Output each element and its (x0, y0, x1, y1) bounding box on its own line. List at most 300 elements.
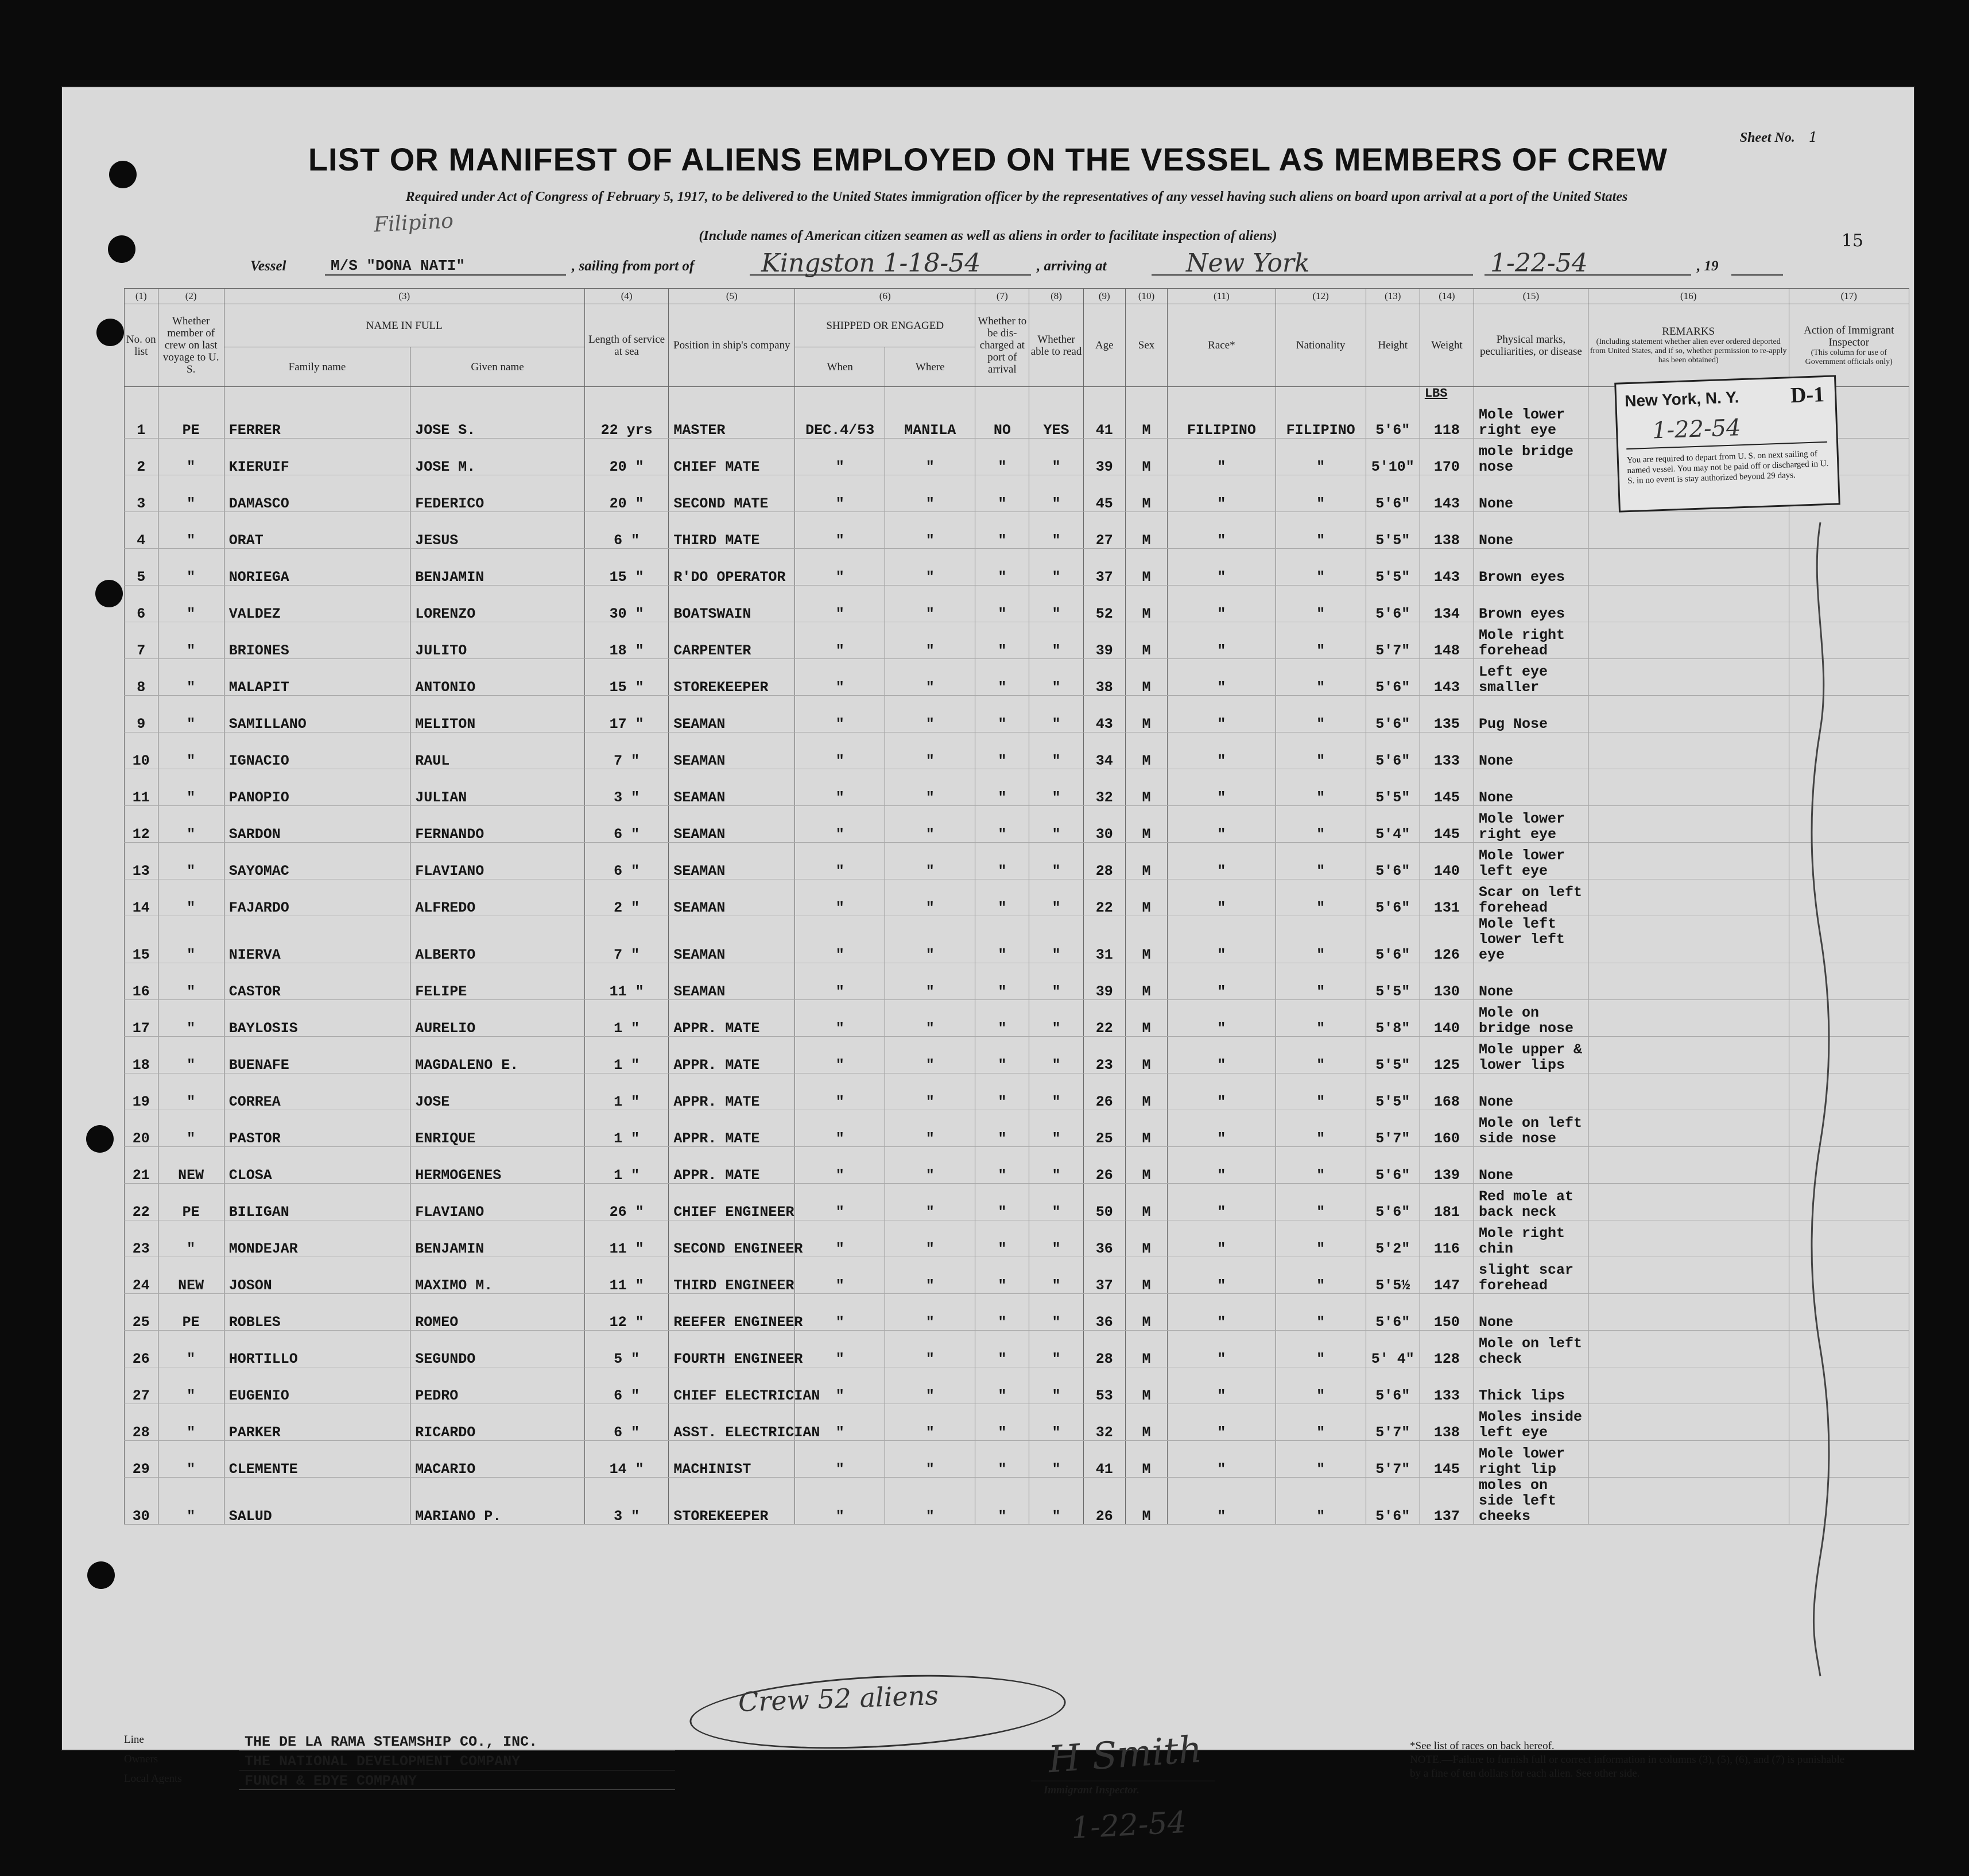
cell-position: SEAMAN (669, 916, 795, 963)
cell-row-number: 5 (125, 549, 158, 586)
cell-discharged: " (975, 732, 1029, 769)
cell-length-of-service: 11 " (584, 1220, 669, 1257)
cell-height: 5'6" (1366, 1367, 1420, 1404)
col-age: Age (1083, 304, 1125, 387)
cell-nationality: " (1276, 1184, 1366, 1220)
cell-race: " (1168, 512, 1276, 549)
cell-sex: M (1125, 1037, 1167, 1073)
col-sex: Sex (1125, 304, 1167, 387)
cell-previous-voyage: " (158, 916, 224, 963)
cell-sex: M (1125, 1294, 1167, 1331)
cell-family-name: ROBLES (224, 1294, 410, 1331)
cell-weight: 147 (1420, 1257, 1474, 1294)
cell-weight: 128 (1420, 1331, 1474, 1367)
cell-shipped-when: " (795, 696, 885, 732)
race-note: *See list of races on back hereof. (1410, 1740, 1555, 1752)
cell-discharged: " (975, 916, 1029, 963)
cell-height: 5'6" (1366, 387, 1420, 439)
agents-underline (239, 1789, 675, 1790)
cell-given-name: FLAVIANO (410, 1184, 585, 1220)
col-name-in-full: NAME IN FULL (224, 304, 584, 347)
cell-previous-voyage: " (158, 806, 224, 843)
signature-date: 1-22-54 (1070, 1805, 1187, 1846)
col-num-14: (14) (1420, 289, 1474, 304)
cell-given-name: MACARIO (410, 1441, 585, 1478)
cell-discharged: " (975, 475, 1029, 512)
cell-race: " (1168, 916, 1276, 963)
agents-label: Local Agents (124, 1773, 182, 1785)
cell-family-name: FERRER (224, 387, 410, 439)
cell-family-name: MALAPIT (224, 659, 410, 696)
cell-position: SECOND ENGINEER (669, 1220, 795, 1257)
cell-nationality: " (1276, 549, 1366, 586)
cell-nationality: " (1276, 1110, 1366, 1147)
col-num-3: (3) (224, 289, 584, 304)
cell-sex: M (1125, 769, 1167, 806)
cell-length-of-service: 6 " (584, 512, 669, 549)
cell-physical-marks: Moles inside left eye (1474, 1404, 1588, 1441)
weight-unit: LBS (1424, 386, 1448, 401)
crew-note: Crew 52 aliens (738, 1679, 939, 1718)
line-value: THE DE LA RAMA STEAMSHIP CO., INC. (245, 1734, 538, 1750)
cell-row-number: 27 (125, 1367, 158, 1404)
col-height: Height (1366, 304, 1420, 387)
cell-shipped-when: " (795, 916, 885, 963)
cell-shipped-when: " (795, 1441, 885, 1478)
cell-given-name: FLAVIANO (410, 843, 585, 879)
cell-nationality: " (1276, 1037, 1366, 1073)
cell-physical-marks: mole bridge nose (1474, 439, 1588, 475)
cell-remarks (1588, 1220, 1789, 1257)
cell-shipped-where: " (885, 843, 975, 879)
cell-discharged: " (975, 1257, 1029, 1294)
cell-given-name: PEDRO (410, 1367, 585, 1404)
cell-sex: M (1125, 1257, 1167, 1294)
vessel-name: M/S "DONA NATI" (331, 257, 466, 274)
cell-family-name: NIERVA (224, 916, 410, 963)
cell-shipped-where: " (885, 1000, 975, 1037)
stamp-city: New York, N. Y. (1624, 388, 1739, 410)
col-weight: Weight (1420, 304, 1474, 387)
cell-remarks (1588, 1294, 1789, 1331)
cell-race: " (1168, 586, 1276, 622)
cell-family-name: SARDON (224, 806, 410, 843)
cell-discharged: " (975, 1331, 1029, 1367)
cell-race: " (1168, 1478, 1276, 1525)
cell-given-name: JULITO (410, 622, 585, 659)
col-num-15: (15) (1474, 289, 1588, 304)
cell-race: " (1168, 1147, 1276, 1184)
cell-previous-voyage: " (158, 1331, 224, 1367)
cell-nationality: " (1276, 622, 1366, 659)
cell-remarks (1588, 1441, 1789, 1478)
cell-age: 26 (1083, 1478, 1125, 1525)
cell-row-number: 25 (125, 1294, 158, 1331)
cell-position: CARPENTER (669, 622, 795, 659)
column-label-row (125, 304, 1909, 347)
cell-discharged: " (975, 696, 1029, 732)
cell-sex: M (1125, 1147, 1167, 1184)
cell-weight: 126 (1420, 916, 1474, 963)
cell-discharged: " (975, 1037, 1029, 1073)
cell-given-name: JESUS (410, 512, 585, 549)
cell-race: " (1168, 1294, 1276, 1331)
owners-label: Owners (124, 1753, 158, 1765)
cell-row-number: 11 (125, 769, 158, 806)
col-num-7: (7) (975, 289, 1029, 304)
cell-row-number: 28 (125, 1404, 158, 1441)
cell-discharged: " (975, 586, 1029, 622)
cell-sex: M (1125, 843, 1167, 879)
cell-weight: 140 (1420, 843, 1474, 879)
cell-age: 39 (1083, 439, 1125, 475)
cell-able-to-read: " (1029, 1367, 1083, 1404)
cell-family-name: HORTILLO (224, 1331, 410, 1367)
col-where: Where (885, 347, 975, 387)
cell-physical-marks: None (1474, 1294, 1588, 1331)
cell-sex: M (1125, 732, 1167, 769)
cell-able-to-read: " (1029, 1000, 1083, 1037)
cell-shipped-where: " (885, 475, 975, 512)
cell-able-to-read: " (1029, 916, 1083, 963)
col-num-10: (10) (1125, 289, 1167, 304)
cell-physical-marks: Mole lower right lip (1474, 1441, 1588, 1478)
col-physical-marks: Physical marks, peculiarities, or disease (1474, 304, 1588, 387)
col-able-read: Whether able to read (1029, 304, 1083, 387)
table-row (125, 1037, 1909, 1073)
cell-given-name: JOSE S. (410, 387, 585, 439)
cell-remarks (1588, 512, 1789, 549)
cell-physical-marks: Mole on left side nose (1474, 1110, 1588, 1147)
cell-previous-voyage: PE (158, 1184, 224, 1220)
document-subnote: (Include names of American citizen seamen as well as aliens in order to facilitate inspection of aliens) (699, 228, 1277, 243)
table-row (125, 622, 1909, 659)
cell-nationality: " (1276, 1331, 1366, 1367)
cell-row-number: 18 (125, 1037, 158, 1073)
cell-row-number: 1 (125, 387, 158, 439)
cell-shipped-when: " (795, 586, 885, 622)
cell-length-of-service: 14 " (584, 1441, 669, 1478)
cell-row-number: 12 (125, 806, 158, 843)
cell-weight: 145 (1420, 806, 1474, 843)
cell-nationality: " (1276, 1404, 1366, 1441)
table-row (125, 963, 1909, 1000)
cell-shipped-where: " (885, 1110, 975, 1147)
cell-previous-voyage: NEW (158, 1257, 224, 1294)
cell-position: REEFER ENGINEER (669, 1294, 795, 1331)
cell-row-number: 26 (125, 1331, 158, 1367)
table-row (125, 1073, 1909, 1110)
cell-discharged: " (975, 439, 1029, 475)
cell-shipped-when: " (795, 843, 885, 879)
vessel-label: Vessel (250, 258, 286, 274)
cell-previous-voyage: " (158, 1000, 224, 1037)
cell-shipped-where: " (885, 879, 975, 916)
arriving-at: New York (1186, 249, 1310, 278)
cell-discharged: " (975, 1000, 1029, 1037)
cell-sex: M (1125, 659, 1167, 696)
cell-height: 5'10" (1366, 439, 1420, 475)
cell-nationality: " (1276, 1257, 1366, 1294)
cell-race: " (1168, 1367, 1276, 1404)
cell-family-name: PARKER (224, 1404, 410, 1441)
cell-shipped-where: " (885, 1441, 975, 1478)
cell-row-number: 3 (125, 475, 158, 512)
cell-position: APPR. MATE (669, 1073, 795, 1110)
cell-shipped-where: " (885, 1257, 975, 1294)
table-row (125, 916, 1909, 963)
cell-sex: M (1125, 1331, 1167, 1367)
document-subtitle: Required under Act of Congress of February 5, 1917, to be delivered to the United States immigration officer by the representatives of any vessel having such aliens on board upon arrival at a port of the United States (405, 189, 1628, 204)
cell-given-name: MELITON (410, 696, 585, 732)
cell-given-name: ALBERTO (410, 916, 585, 963)
table-row (125, 1110, 1909, 1147)
cell-sex: M (1125, 879, 1167, 916)
cell-remarks (1588, 879, 1789, 916)
agents-value: FUNCH & EDYE COMPANY (245, 1773, 417, 1789)
cell-length-of-service: 7 " (584, 916, 669, 963)
cell-discharged: " (975, 879, 1029, 916)
cell-able-to-read: " (1029, 549, 1083, 586)
cell-length-of-service: 5 " (584, 1331, 669, 1367)
cell-shipped-when: " (795, 1404, 885, 1441)
cell-row-number: 23 (125, 1220, 158, 1257)
cell-height: 5'7" (1366, 1441, 1420, 1478)
sailing-from: Kingston 1-18-54 (761, 249, 981, 278)
sheet-number-value: 1 (1808, 129, 1817, 145)
cell-length-of-service: 3 " (584, 1478, 669, 1525)
page-count: 15 (1841, 231, 1863, 251)
cell-height: 5'5" (1366, 512, 1420, 549)
cell-physical-marks: Pug Nose (1474, 696, 1588, 732)
cell-discharged: " (975, 1220, 1029, 1257)
cell-length-of-service: 20 " (584, 475, 669, 512)
sheet-number-label: Sheet No. (1739, 130, 1795, 145)
cell-remarks (1588, 769, 1789, 806)
cell-discharged: " (975, 549, 1029, 586)
cell-family-name: IGNACIO (224, 732, 410, 769)
cell-given-name: JULIAN (410, 769, 585, 806)
cell-position: APPR. MATE (669, 1037, 795, 1073)
cell-age: 36 (1083, 1220, 1125, 1257)
table-row (125, 1404, 1909, 1441)
col-num-9: (9) (1083, 289, 1125, 304)
cell-given-name: BENJAMIN (410, 1220, 585, 1257)
cell-height: 5'6" (1366, 1147, 1420, 1184)
cell-shipped-when: " (795, 1184, 885, 1220)
cell-nationality: " (1276, 769, 1366, 806)
cell-previous-voyage: " (158, 1404, 224, 1441)
cell-sex: M (1125, 1441, 1167, 1478)
cell-nationality: " (1276, 586, 1366, 622)
document-title: LIST OR MANIFEST OF ALIENS EMPLOYED ON THE VESSEL AS MEMBERS OF CREW (308, 141, 1668, 177)
cell-length-of-service: 18 " (584, 622, 669, 659)
cell-race: " (1168, 439, 1276, 475)
cell-remarks (1588, 1037, 1789, 1073)
cell-age: 39 (1083, 622, 1125, 659)
cell-shipped-when: " (795, 1073, 885, 1110)
cell-sex: M (1125, 549, 1167, 586)
cell-previous-voyage: " (158, 439, 224, 475)
cell-shipped-when: " (795, 512, 885, 549)
cell-age: 31 (1083, 916, 1125, 963)
cell-family-name: SAYOMAC (224, 843, 410, 879)
binder-hole (86, 1125, 114, 1153)
inspector-signature: H Smith (1046, 1728, 1204, 1782)
cell-row-number: 17 (125, 1000, 158, 1037)
cell-physical-marks: Mole on left check (1474, 1331, 1588, 1367)
cell-row-number: 22 (125, 1184, 158, 1220)
cell-family-name: DAMASCO (224, 475, 410, 512)
cell-height: 5'5" (1366, 769, 1420, 806)
cell-shipped-when: " (795, 1367, 885, 1404)
cell-previous-voyage: " (158, 1367, 224, 1404)
cell-remarks (1588, 843, 1789, 879)
cell-length-of-service: 6 " (584, 1404, 669, 1441)
remarks-label: REMARKS (1662, 325, 1715, 338)
cell-weight: 148 (1420, 622, 1474, 659)
cell-length-of-service: 1 " (584, 1037, 669, 1073)
cell-race: " (1168, 1331, 1276, 1367)
cell-age: 39 (1083, 963, 1125, 1000)
cell-family-name: JOSON (224, 1257, 410, 1294)
cell-given-name: MARIANO P. (410, 1478, 585, 1525)
cell-given-name: FERNANDO (410, 806, 585, 843)
cell-position: R'DO OPERATOR (669, 549, 795, 586)
cell-physical-marks: None (1474, 1147, 1588, 1184)
cell-previous-voyage: " (158, 963, 224, 1000)
arrival-date: 1-22-54 (1490, 249, 1588, 278)
table-row (125, 586, 1909, 622)
cell-shipped-where: " (885, 1037, 975, 1073)
cell-discharged: " (975, 659, 1029, 696)
cell-position: APPR. MATE (669, 1110, 795, 1147)
cell-position: ASST. ELECTRICIAN (669, 1404, 795, 1441)
cell-shipped-when: " (795, 549, 885, 586)
cell-shipped-where: " (885, 1220, 975, 1257)
cell-shipped-where: " (885, 806, 975, 843)
cell-family-name: EUGENIO (224, 1367, 410, 1404)
vessel-underline (325, 274, 566, 276)
cell-position: CHIEF ELECTRICIAN (669, 1367, 795, 1404)
cell-race: " (1168, 1037, 1276, 1073)
cell-shipped-where: " (885, 963, 975, 1000)
col-num-13: (13) (1366, 289, 1420, 304)
cell-age: 22 (1083, 1000, 1125, 1037)
cell-sex: M (1125, 586, 1167, 622)
cell-family-name: SALUD (224, 1478, 410, 1525)
cell-shipped-where: " (885, 1367, 975, 1404)
cell-weight: 143 (1420, 549, 1474, 586)
cell-shipped-when: " (795, 1147, 885, 1184)
cell-race: " (1168, 696, 1276, 732)
cell-nationality: " (1276, 843, 1366, 879)
col-race: Race* (1168, 304, 1276, 387)
cell-race: " (1168, 963, 1276, 1000)
cell-previous-voyage: " (158, 732, 224, 769)
col-family-name: Family name (224, 347, 410, 387)
cell-shipped-where: " (885, 1331, 975, 1367)
col-num-4: (4) (584, 289, 669, 304)
cell-row-number: 19 (125, 1073, 158, 1110)
cell-given-name: AURELIO (410, 1000, 585, 1037)
cell-family-name: VALDEZ (224, 586, 410, 622)
line-underline (239, 1750, 675, 1751)
cell-discharged: " (975, 963, 1029, 1000)
cell-able-to-read: " (1029, 512, 1083, 549)
cell-weight: 143 (1420, 659, 1474, 696)
stamp-code: D-1 (1790, 382, 1825, 408)
cell-physical-marks: None (1474, 769, 1588, 806)
cell-remarks (1588, 1478, 1789, 1525)
cell-height: 5'6" (1366, 879, 1420, 916)
cell-remarks (1588, 659, 1789, 696)
arriving-label: , arriving at (1037, 258, 1107, 274)
cell-row-number: 30 (125, 1478, 158, 1525)
cell-physical-marks: slight scar forehead (1474, 1257, 1588, 1294)
col-nationality: Nationality (1276, 304, 1366, 387)
cell-position: SEAMAN (669, 843, 795, 879)
handwritten-label: Filipino (373, 209, 454, 237)
cell-position: SEAMAN (669, 732, 795, 769)
table-row (125, 1294, 1909, 1331)
cell-height: 5'5" (1366, 1073, 1420, 1110)
cell-sex: M (1125, 696, 1167, 732)
sailing-underline (750, 274, 1031, 276)
cell-able-to-read: " (1029, 963, 1083, 1000)
cell-length-of-service: 30 " (584, 586, 669, 622)
cell-sex: M (1125, 1073, 1167, 1110)
remarks-note: (Including statement whether alien ever ordered deported from United States, and if so, whether permission to re-apply has been obtained) (1590, 338, 1787, 365)
cell-physical-marks: Thick lips (1474, 1367, 1588, 1404)
col-whether-member: Whether member of crew on last voyage to U. S. (158, 304, 224, 387)
cell-weight: 139 (1420, 1147, 1474, 1184)
cell-shipped-where: " (885, 622, 975, 659)
cell-position: THIRD ENGINEER (669, 1257, 795, 1294)
cell-race: " (1168, 1073, 1276, 1110)
cell-race: " (1168, 622, 1276, 659)
cell-row-number: 4 (125, 512, 158, 549)
cell-able-to-read: " (1029, 769, 1083, 806)
cell-age: 50 (1083, 1184, 1125, 1220)
cell-given-name: MAGDALENO E. (410, 1037, 585, 1073)
cell-sex: M (1125, 1184, 1167, 1220)
cell-family-name: BRIONES (224, 622, 410, 659)
cell-weight: 131 (1420, 879, 1474, 916)
cell-height: 5'6" (1366, 732, 1420, 769)
cell-shipped-when: " (795, 622, 885, 659)
col-position: Position in ship's company (669, 304, 795, 387)
cell-race: " (1168, 806, 1276, 843)
table-row (125, 1331, 1909, 1367)
cell-physical-marks: Mole lower right eye (1474, 387, 1588, 439)
cell-height: 5'4" (1366, 806, 1420, 843)
cell-row-number: 24 (125, 1257, 158, 1294)
cell-family-name: BAYLOSIS (224, 1000, 410, 1037)
cell-length-of-service: 6 " (584, 806, 669, 843)
cell-family-name: ORAT (224, 512, 410, 549)
cell-remarks (1588, 806, 1789, 843)
year-underline (1731, 274, 1783, 276)
cell-given-name: ROMEO (410, 1294, 585, 1331)
cell-previous-voyage: " (158, 696, 224, 732)
cell-position: MACHINIST (669, 1441, 795, 1478)
cell-discharged: " (975, 769, 1029, 806)
cell-age: 43 (1083, 696, 1125, 732)
cell-age: 41 (1083, 1441, 1125, 1478)
cell-age: 27 (1083, 512, 1125, 549)
cell-nationality: " (1276, 1147, 1366, 1184)
